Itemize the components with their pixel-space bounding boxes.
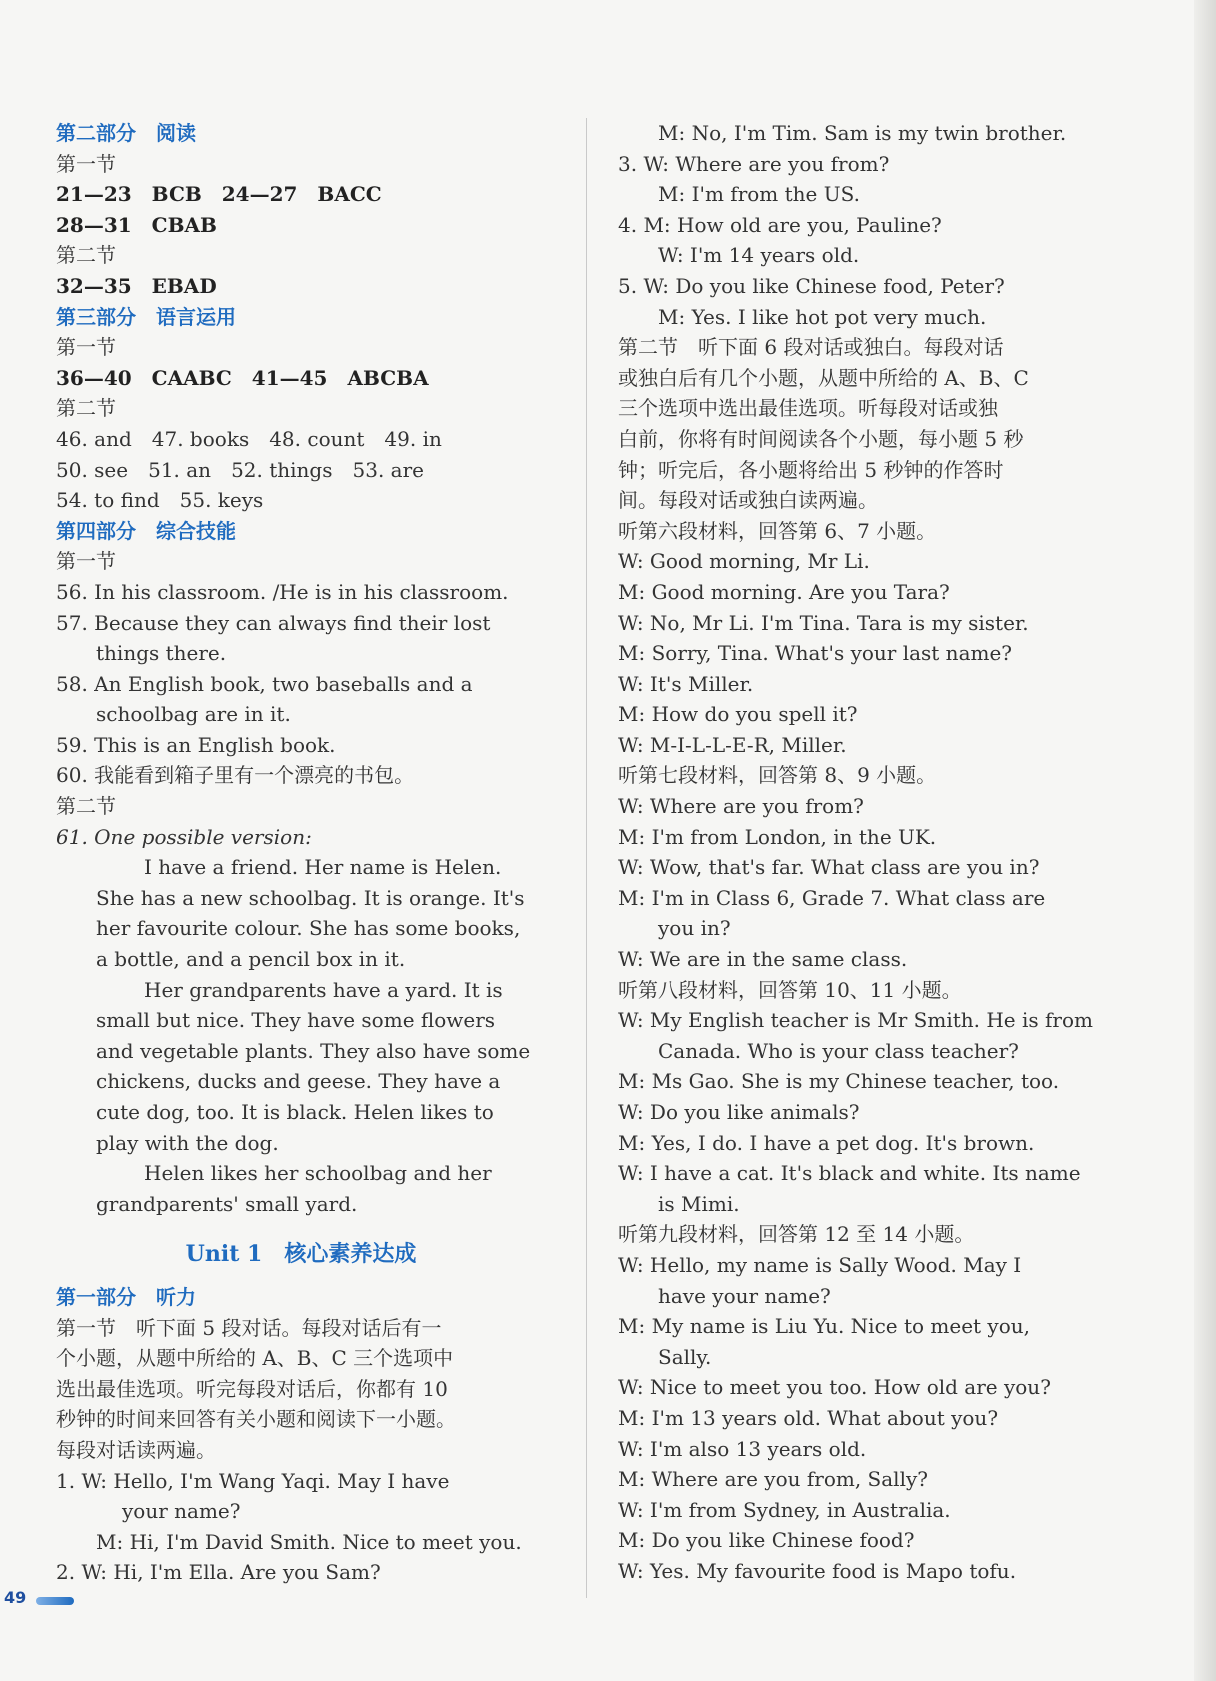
text-line: Sally. bbox=[658, 1344, 712, 1369]
text-line: 46. and 47. books 48. count 49. in bbox=[56, 426, 442, 451]
left-column bbox=[56, 118, 546, 1588]
text-line: Canada. Who is your class teacher? bbox=[658, 1038, 1019, 1063]
text-line: W: M-I-L-L-E-R, Miller. bbox=[618, 732, 847, 757]
text-line: 59. This is an English book. bbox=[56, 732, 336, 757]
text-line: 2. W: Hi, I'm Ella. Are you Sam? bbox=[56, 1560, 381, 1585]
text-line: W: I'm also 13 years old. bbox=[618, 1436, 867, 1461]
text-line: play with the dog. bbox=[96, 1130, 279, 1155]
text-line: chickens, ducks and geese. They have a bbox=[96, 1069, 501, 1094]
text-line: small but nice. They have some flowers bbox=[96, 1008, 496, 1033]
text-line: I have a friend. Her name is Helen. bbox=[144, 855, 502, 880]
text-line: 间。每段对话或独白读两遍。 bbox=[618, 488, 878, 513]
text-line: 听第七段材料，回答第 8、9 小题。 bbox=[618, 763, 937, 788]
text-line: M: Yes. I like hot pot very much. bbox=[658, 304, 987, 329]
text-line: 三个选项中选出最佳选项。听每段对话或独 bbox=[618, 396, 998, 421]
text-line: 54. to find 55. keys bbox=[56, 488, 264, 513]
text-line: 3. W: Where are you from? bbox=[618, 151, 890, 176]
text-line: her favourite colour. She has some books, bbox=[96, 916, 521, 941]
text-line: schoolbag are in it. bbox=[96, 702, 291, 727]
text-line: M: Hi, I'm David Smith. Nice to meet you. bbox=[96, 1529, 522, 1554]
text-line: 60. 我能看到箱子里有一个漂亮的书包。 bbox=[56, 763, 415, 788]
text-line: 第二节 听下面 6 段对话或独白。每段对话 bbox=[618, 335, 1004, 360]
text-line: W: I'm 14 years old. bbox=[658, 243, 860, 268]
text-line: 36—40 CAABC 41—45 ABCBA bbox=[56, 365, 429, 390]
text-line: 第二节 bbox=[56, 243, 116, 268]
text-line: 4. M: How old are you, Pauline? bbox=[618, 212, 942, 237]
text-line: you in? bbox=[658, 916, 731, 941]
text-line: 58. An English book, two baseballs and a bbox=[56, 671, 473, 696]
text-line: W: No, Mr Li. I'm Tina. Tara is my sister. bbox=[618, 610, 1029, 635]
answer-section bbox=[56, 118, 546, 1219]
text-line: W: Good morning, Mr Li. bbox=[618, 549, 870, 574]
text-line: 第一节 bbox=[56, 151, 116, 176]
text-line: W: Where are you from? bbox=[618, 794, 864, 819]
text-line: grandparents' small yard. bbox=[96, 1191, 358, 1216]
text-line: 1. W: Hello, I'm Wang Yaqi. May I have bbox=[56, 1468, 450, 1493]
text-line: cute dog, too. It is black. Helen likes to bbox=[96, 1100, 494, 1124]
text-line: 第二节 bbox=[56, 396, 116, 421]
text-line: M: I'm 13 years old. What about you? bbox=[618, 1405, 999, 1430]
text-line: 听第九段材料，回答第 12 至 14 小题。 bbox=[618, 1222, 975, 1247]
text-line: 听第六段材料，回答第 6、7 小题。 bbox=[618, 518, 937, 543]
text-line: M: Yes, I do. I have a pet dog. It's brown. bbox=[618, 1130, 1035, 1155]
text-line: 21—23 BCB 24—27 BACC bbox=[56, 182, 382, 207]
section-heading: 第一部分 听力 bbox=[56, 1284, 196, 1309]
page-number: 49 bbox=[4, 1588, 27, 1607]
text-line: M: Ms Gao. She is my Chinese teacher, too. bbox=[618, 1069, 1060, 1094]
text-line: M: Sorry, Tina. What's your last name? bbox=[618, 641, 1013, 666]
listening-section bbox=[56, 1282, 546, 1588]
text-line: 选出最佳选项。听完每段对话后，你都有 10 bbox=[56, 1376, 448, 1401]
text-line: W: Nice to meet you too. How old are you? bbox=[618, 1375, 1051, 1400]
text-line: your name? bbox=[122, 1499, 241, 1524]
text-line: 32—35 EBAD bbox=[56, 273, 217, 298]
text-line: M: No, I'm Tim. Sam is my twin brother. bbox=[658, 121, 1067, 145]
text-line: 28—31 CBAB bbox=[56, 212, 217, 237]
page-spine bbox=[1194, 0, 1216, 1681]
text-line: have your name? bbox=[658, 1283, 831, 1308]
text-line: 50. see 51. an 52. things 53. are bbox=[56, 457, 424, 482]
text-line: W: Yes. My favourite food is Mapo tofu. bbox=[618, 1558, 1017, 1583]
text-line: M: Good morning. Are you Tara? bbox=[618, 579, 950, 604]
text-line: 第二节 bbox=[56, 794, 116, 819]
text-line: W: We are in the same class. bbox=[618, 947, 908, 972]
section-heading: 第四部分 综合技能 bbox=[56, 518, 236, 543]
text-line: W: Do you like animals? bbox=[618, 1100, 860, 1124]
text-line: W: My English teacher is Mr Smith. He is from bbox=[618, 1008, 1093, 1033]
text-line: W: I have a cat. It's black and white. Its name bbox=[618, 1161, 1081, 1186]
page-number-decoration bbox=[36, 1597, 74, 1605]
text-line: 61. One possible version: bbox=[56, 824, 312, 849]
text-line: M: I'm from the US. bbox=[658, 182, 860, 207]
text-line: 秒钟的时间来回答有关小题和阅读下一小题。 bbox=[56, 1407, 456, 1432]
text-line: 第一节 bbox=[56, 335, 116, 360]
text-line: 5. W: Do you like Chinese food, Peter? bbox=[618, 273, 1005, 298]
text-line: 56. In his classroom. /He is in his classroom. bbox=[56, 579, 509, 604]
text-line: She has a new schoolbag. It is orange. It's bbox=[96, 885, 525, 910]
text-line: Helen likes her schoolbag and her bbox=[144, 1161, 492, 1186]
text-line: 个小题，从题中所给的 A、B、C 三个选项中 bbox=[56, 1346, 454, 1371]
text-line: 第一节 听下面 5 段对话。每段对话后有一 bbox=[56, 1315, 442, 1340]
text-line: W: It's Miller. bbox=[618, 671, 754, 696]
text-line: M: Do you like Chinese food? bbox=[618, 1528, 915, 1553]
text-line: W: Hello, my name is Sally Wood. May I bbox=[618, 1252, 1022, 1277]
text-line: M: I'm in Class 6, Grade 7. What class are bbox=[618, 885, 1046, 910]
unit-title: Unit 1 核心素养达成 bbox=[185, 1241, 417, 1268]
column-divider bbox=[586, 118, 587, 1598]
text-line: 或独白后有几个小题，从题中所给的 A、B、C bbox=[618, 365, 1029, 390]
text-line: 第一节 bbox=[56, 549, 116, 574]
section-heading: 第三部分 语言运用 bbox=[56, 304, 236, 329]
text-line: and vegetable plants. They also have some bbox=[96, 1038, 531, 1063]
text-line: Her grandparents have a yard. It is bbox=[144, 977, 503, 1002]
text-line: things there. bbox=[96, 641, 227, 666]
text-line: M: How do you spell it? bbox=[618, 702, 858, 727]
text-line: is Mimi. bbox=[658, 1191, 740, 1216]
text-line: M: Where are you from, Sally? bbox=[618, 1467, 928, 1492]
text-line: 白前，你将有时间阅读各个小题，每小题 5 秒 bbox=[618, 426, 1024, 451]
section-heading: 第二部分 阅读 bbox=[56, 121, 196, 145]
right-column bbox=[618, 118, 1114, 1587]
text-line: M: My name is Liu Yu. Nice to meet you, bbox=[618, 1314, 1031, 1339]
text-line: W: I'm from Sydney, in Australia. bbox=[618, 1497, 951, 1522]
text-line: a bottle, and a pencil box in it. bbox=[96, 947, 406, 972]
text-line: 每段对话读两遍。 bbox=[56, 1437, 216, 1462]
text-line: 57. Because they can always find their lost bbox=[56, 610, 491, 635]
text-line: 钟；听完后，各小题将给出 5 秒钟的作答时 bbox=[618, 457, 1004, 482]
text-line: W: Wow, that's far. What class are you in? bbox=[618, 855, 1040, 880]
text-line: M: I'm from London, in the UK. bbox=[618, 824, 937, 849]
text-line: 听第八段材料，回答第 10、11 小题。 bbox=[618, 977, 962, 1002]
